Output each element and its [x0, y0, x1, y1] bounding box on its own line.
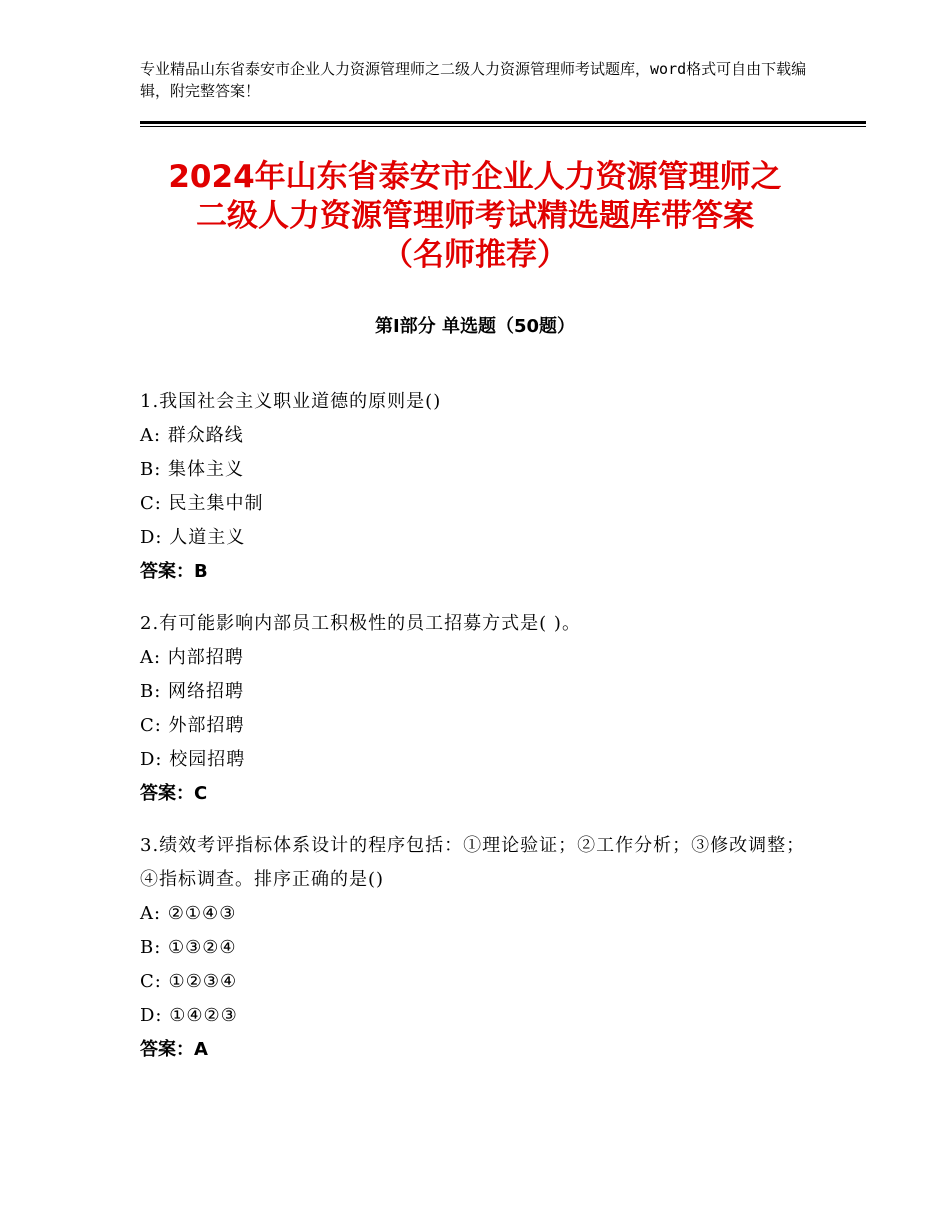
option-c: C: 民主集中制 — [140, 493, 264, 514]
title-line: （名师推荐） — [382, 237, 568, 273]
option-a: A: 内部招聘 — [140, 647, 244, 668]
question-list — [140, 385, 820, 1085]
option-b: B: 集体主义 — [140, 459, 245, 480]
title-line: 2024年山东省泰安市企业人力资源管理师之 — [168, 159, 782, 195]
option-d: D: 人道主义 — [140, 527, 246, 548]
answer: 答案：C — [140, 783, 208, 804]
header-note: 专业精品山东省泰安市企业人力资源管理师之二级人力资源管理师考试题库，word格式可自由下载编辑，附完整答案！ — [140, 60, 807, 100]
option-c: C: 外部招聘 — [140, 715, 245, 736]
option-d: D: ①④②③ — [140, 1005, 238, 1026]
question-1 — [140, 385, 820, 589]
option-b: B: 网络招聘 — [140, 681, 245, 702]
question-2 — [140, 607, 820, 811]
question-stem: 1.我国社会主义职业道德的原则是() — [140, 391, 442, 412]
option-d: D: 校园招聘 — [140, 749, 246, 770]
title-line: 二级人力资源管理师考试精选题库带答案 — [196, 198, 754, 234]
option-b: B: ①③②④ — [140, 937, 237, 958]
question-stem: 3.绩效考评指标体系设计的程序包括：①理论验证；②工作分析；③修改调整；④指标调查。排序正确的是() — [140, 835, 806, 890]
answer: 答案：B — [140, 561, 208, 582]
option-a: A: 群众路线 — [140, 425, 244, 446]
header-rule-thin — [140, 126, 866, 127]
header-rule-thick — [140, 121, 866, 124]
option-a: A: ②①④③ — [140, 903, 237, 924]
section-heading: 第Ⅰ部分 单选题（50题） — [374, 316, 575, 337]
option-c: C: ①②③④ — [140, 971, 238, 992]
question-stem: 2.有可能影响内部员工积极性的员工招募方式是( )。 — [140, 613, 581, 634]
answer: 答案：A — [140, 1039, 208, 1060]
question-3 — [140, 829, 820, 1067]
document-title — [100, 158, 850, 275]
